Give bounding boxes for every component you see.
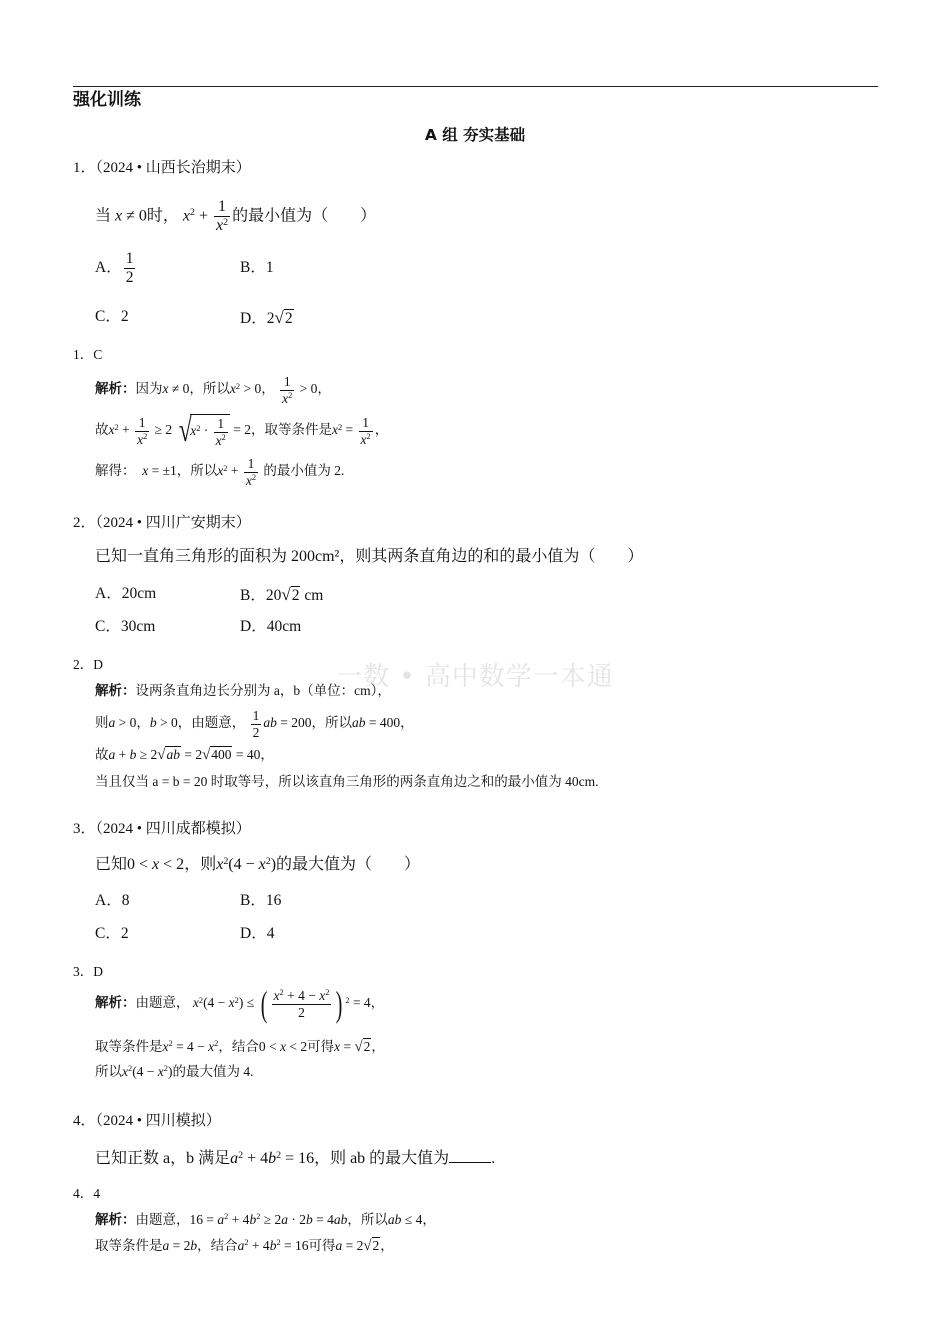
q3-option-c: C．2 bbox=[95, 925, 129, 942]
q2-source: 2．（2024 • 四川广安期末） bbox=[73, 515, 251, 531]
q1-solution-line-1: 解析：因为x ≠ 0，所以$x^2 > 0$， $\frac{1}{x^2}$ > 0， bbox=[95, 374, 331, 406]
section-title: 强化训练 bbox=[73, 90, 141, 110]
q3-answer: 3．D bbox=[73, 964, 103, 979]
q2-answer: 2．D bbox=[73, 657, 103, 672]
q2-option-c: C．30cm bbox=[95, 618, 156, 635]
q3-option-a: A．8 bbox=[95, 892, 130, 909]
q2-solution-line-4: 当且仅当 a = b = 20 时取等号，所以该直角三角形的两条直角边之和的最小值为 40cm. bbox=[95, 774, 599, 789]
header-rule bbox=[73, 86, 878, 87]
q3-solution-line-3: 所以$x^2(4 - x^2)$的最大值为 4. bbox=[95, 1064, 254, 1079]
q4-answer-blank[interactable] bbox=[449, 1148, 491, 1163]
q4-solution-line-2: 取等条件是a = 2b，结合$a^2 + 4b^2 = 16$可得a = 2√2， bbox=[95, 1238, 394, 1254]
q2-option-a: A．20cm bbox=[95, 585, 157, 602]
q1-option-c: C．2 bbox=[95, 308, 129, 325]
q1-option-d: D．2√2 bbox=[240, 308, 293, 327]
q3-solution-line-1: 解析：由题意， $x^2(4 - x^2)$ ≤ ( $\frac{x^2 + 4 - x^2}{2}$ ) $^2$ = 4， bbox=[95, 984, 385, 1024]
q3-stem: 已知0 < x < 2，则$x^2(4 - x^2)$的最大值为（ ） bbox=[95, 855, 421, 873]
q4-stem: 已知正数 a，b 满足$a^2 + 4b^2 = 16$，则 ab 的最大值为 . bbox=[95, 1149, 496, 1167]
q1-option-a: A． $\frac{1}{2}$ bbox=[95, 250, 134, 286]
q2-solution-line-2: 则a > 0，b > 0，由题意， $\frac{1}{2}$ ab = 200，所以ab = 400， bbox=[95, 708, 414, 740]
q3-source: 3．（2024 • 四川成都模拟） bbox=[73, 821, 251, 837]
q2-option-d: D．40cm bbox=[240, 618, 302, 635]
q2-solution-line-1: 解析：设两条直角边长分别为 a，b（单位：cm）， bbox=[95, 683, 391, 698]
q1-source: 1．（2024 • 山西长治期末） bbox=[73, 160, 251, 176]
q1-answer: 1．C bbox=[73, 347, 103, 362]
q3-solution-line-2: 取等条件是$x^2 = 4 - x^2$，结合0 < x < 2可得x = √2， bbox=[95, 1039, 385, 1055]
q1-solution-line-2: 故$x^2$ + $\frac{1}{x^2}$ ≥ 2 $√x^2$ · $\frac{1}{x^2}$ = 2，取等条件是$x^2$ = $\frac{1}{x^2}$ ， bbox=[95, 412, 389, 450]
q2-stem: 已知一直角三角形的面积为 200cm²，则其两条直角边的和的最小值为（ ） bbox=[95, 548, 644, 565]
q4-solution-line-1: 解析：由题意，$16 = a^2 + 4b^2 \ge 2a \cdot 2b = 4ab$，所以ab ≤ 4， bbox=[95, 1212, 436, 1227]
q4-source: 4．（2024 • 四川模拟） bbox=[73, 1113, 221, 1129]
q1-stem: 当 x ≠ 0时， $x^2$ + $\frac{1}{x^2}$ 的最小值为（ ） bbox=[95, 198, 377, 235]
q1-solution-line-3: 解得： x = ±1，所以$x^2$ + $\frac{1}{x^2}$ 的最小值为 2. bbox=[95, 456, 345, 488]
q1-option-b: B．1 bbox=[240, 259, 274, 276]
q2-option-b: B．20√2 cm bbox=[240, 585, 324, 604]
q2-solution-line-3: 故a + b ≥ 2√ab = 2√400 = 40， bbox=[95, 747, 274, 763]
q3-option-d: D．4 bbox=[240, 925, 275, 942]
q4-answer: 4．4 bbox=[73, 1186, 100, 1201]
group-title: A 组 夯实基础 bbox=[424, 126, 526, 144]
q3-option-b: B．16 bbox=[240, 892, 282, 909]
watermark: 一数 • 高中数学一本通 bbox=[336, 662, 614, 692]
